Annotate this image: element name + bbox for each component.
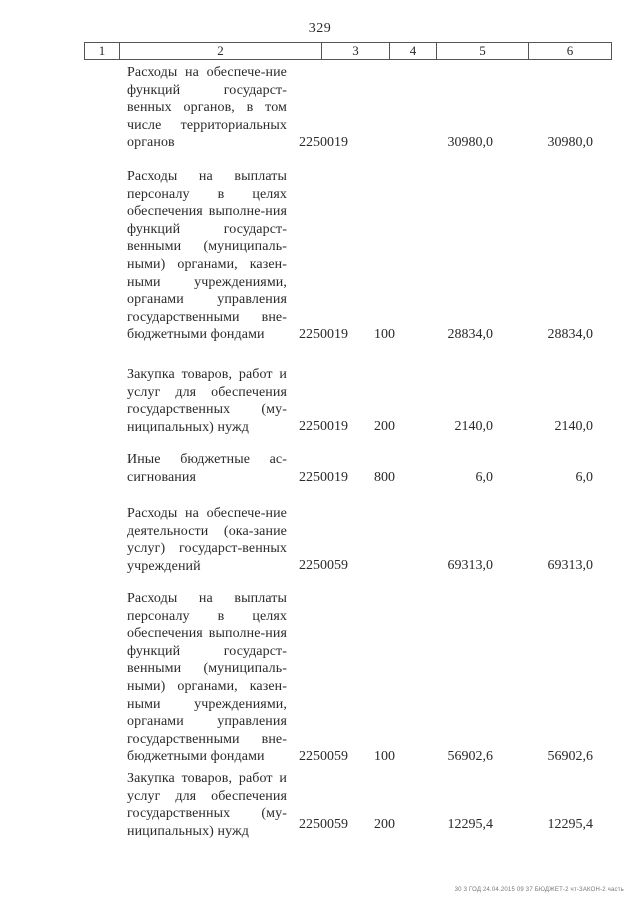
row-sum-year2: 12295,4 bbox=[547, 817, 593, 832]
row-sum-year2: 6,0 bbox=[575, 470, 593, 485]
row-code: 2250019 bbox=[299, 419, 348, 434]
header-col-2: 2 bbox=[120, 43, 322, 59]
row-sum-year1: 69313,0 bbox=[447, 558, 493, 573]
header-col-1: 1 bbox=[85, 43, 120, 59]
header-col-4: 4 bbox=[390, 43, 437, 59]
row-sum-year2: 69313,0 bbox=[547, 558, 593, 573]
row-sum-year1: 2140,0 bbox=[454, 419, 493, 434]
row-sum-year2: 56902,6 bbox=[547, 749, 593, 764]
footer-file-stamp: 30 3 ГОД 24.04.2015 09 37 БЮДЖЕТ-2 чт-ЗАКОН-2 часть bbox=[454, 887, 624, 893]
row-sum-year1: 6,0 bbox=[475, 470, 493, 485]
row-code: 2250019 bbox=[299, 135, 348, 150]
row-sum-year1: 56902,6 bbox=[447, 749, 493, 764]
row-description: Закупка товаров, работ и услуг для обеспечения государственных (му-ниципальных) нужд bbox=[127, 771, 287, 839]
row-description: Иные бюджетные ас-сигнования bbox=[127, 452, 287, 485]
row-sum-year1: 12295,4 bbox=[447, 817, 493, 832]
row-description: Расходы на выплаты персоналу в целях обеспечения выполне-ния функций государст-венными (муниципаль-ными) органами, казен-ными учреждениями, органами управления государственными вне-бюджетными фондами bbox=[127, 591, 287, 765]
row-description: Расходы на обеспече-ние функций государст-венных органов, в том числе территориальных органов bbox=[127, 65, 287, 151]
row-sum-year1: 30980,0 bbox=[447, 135, 493, 150]
row-sum-year2: 30980,0 bbox=[547, 135, 593, 150]
row-code: 2250059 bbox=[299, 749, 348, 764]
row-code: 2250019 bbox=[299, 327, 348, 342]
row-description: Расходы на выплаты персоналу в целях обеспечения выполне-ния функций государст-венными (муниципаль-ными) органами, казен-ными учреждениями, органами управления государственными вне-бюджетными фондами bbox=[127, 169, 287, 343]
header-col-3: 3 bbox=[322, 43, 390, 59]
row-expense-type: 800 bbox=[374, 470, 395, 485]
row-expense-type: 100 bbox=[374, 749, 395, 764]
header-col-6: 6 bbox=[566, 43, 574, 58]
row-code: 2250019 bbox=[299, 470, 348, 485]
table-header-row bbox=[84, 42, 612, 60]
row-sum-year1: 28834,0 bbox=[447, 327, 493, 342]
row-sum-year2: 28834,0 bbox=[547, 327, 593, 342]
page-number: 329 bbox=[308, 21, 332, 36]
header-col-5: 5 bbox=[437, 43, 529, 59]
row-description: Закупка товаров, работ и услуг для обеспечения государственных (му-ниципальных) нужд bbox=[127, 367, 287, 435]
row-code: 2250059 bbox=[299, 558, 348, 573]
row-expense-type: 200 bbox=[374, 817, 395, 832]
row-expense-type: 200 bbox=[374, 419, 395, 434]
row-sum-year2: 2140,0 bbox=[554, 419, 593, 434]
row-code: 2250059 bbox=[299, 817, 348, 832]
row-description: Расходы на обеспече-ние деятельности (ока-зание услуг) государст-венных учреждений bbox=[127, 506, 287, 574]
row-expense-type: 100 bbox=[374, 327, 395, 342]
